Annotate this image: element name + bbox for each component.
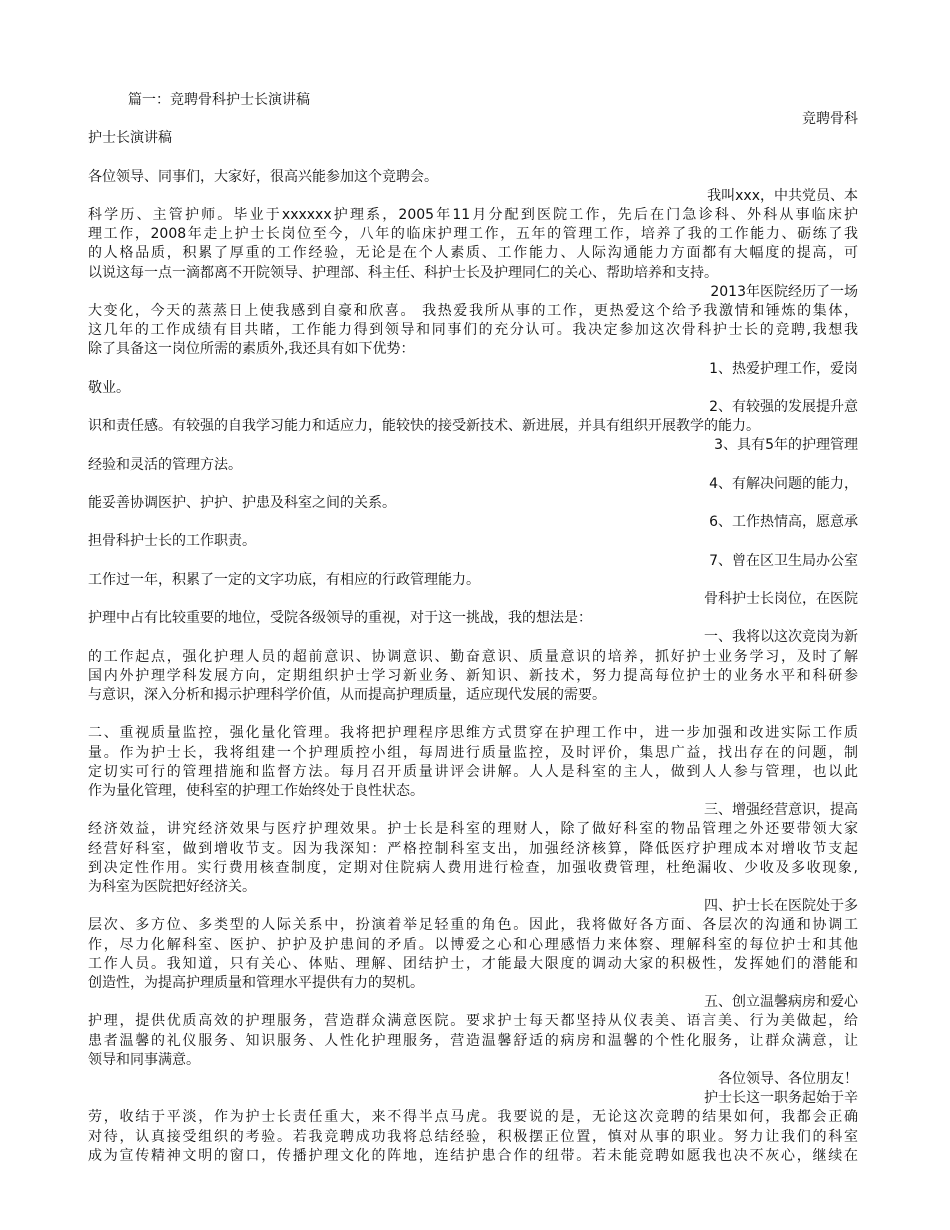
- document-title: 篇一：竞聘骨科护士长演讲稿: [128, 92, 310, 108]
- text-line: 五、创立温馨病房和爱心: [704, 994, 858, 1010]
- text-line: 各位领导、各位朋友！: [718, 1071, 858, 1087]
- text-line: 的人格品质，积累了厚重的工作经验，无论是在个人素质、工作能力、人际沟通能力方面都有大幅度的提高，可: [88, 245, 858, 261]
- text-line: 识和责任感。有较强的自我学习能力和适应力，能较快的接受新技术、新进展，并具有组织开展教学的能力。: [88, 418, 760, 434]
- text-line: 创造性，为提高护理质量和管理水平提供有力的契机。: [88, 975, 424, 991]
- text-line: 能妥善协调医护、护护、护患及科室之间的关系。: [88, 495, 396, 511]
- text-line: 对待，认真接受组织的考验。若我竞聘成功我将总结经验，积极摆正位置，慎对从事的职业。努力让我们的科室: [88, 1129, 858, 1145]
- text-line: 领导和同事满意。: [88, 1052, 200, 1068]
- text-line: 科学历、主管护师。毕业于xxxxxx护理系，2005年11月分配到医院工作，先后在门急诊科、外科从事临床护: [88, 207, 858, 223]
- text-line: 经验和灵活的管理方法。: [88, 457, 242, 473]
- text-line: 以说这每一点一滴都离不开院领导、护理部、科主任、科护士长及护理同仁的关心、帮助培养和支持。: [88, 265, 718, 281]
- text-line: 为科室为医院把好经济关。: [88, 879, 256, 895]
- text-line: 这几年的工作成绩有目共睹，工作能力得到领导和同事们的充分认可。我决定参加这次骨科护士长的竞聘,我想我: [88, 322, 858, 338]
- text-line: 作，尽力化解科室、医护、护护及护患间的矛盾。以博爱之心和心理感悟力来体察、理解科室的每位护士和其他: [88, 937, 858, 953]
- text-line: 四、护士长在医院处于多: [704, 898, 858, 914]
- text-line: 经济效益，讲究经济效果与医疗护理效果。护士长是科室的理财人，除了做好科室的物品管理之外还要带领大家: [88, 821, 858, 837]
- text-line: 3、具有5年的护理管理: [714, 437, 858, 453]
- text-line: 国内外护理学科发展方向，定期组织护士学习新业务、新知识、新技术，努力提高每位护士的业务水平和科研参: [88, 668, 858, 684]
- text-line: 一、我将以这次竞岗为新: [704, 629, 858, 645]
- text-line: 1、热爱护理工作，爱岗: [709, 361, 858, 377]
- text-line: 量。作为护士长，我将组建一个护理质控小组，每周进行质量监控，及时评价，集思广益，找出存在的问题，制: [88, 745, 858, 761]
- text-line: 定切实可行的管理措施和监督方法。每月召开质量讲评会讲解。人人是科室的主人，做到人人参与管理，也以此: [88, 764, 858, 780]
- text-line: 大变化，今天的蒸蒸日上使我感到自豪和欣喜。 我热爱我所从事的工作，更热爱这个给予我激情和锤炼的集体，: [88, 303, 858, 319]
- text-line: 敬业。: [88, 380, 130, 396]
- text-line: 到决定性作用。实行费用核查制度，定期对住院病人费用进行检查，加强收费管理，杜绝漏收、少收及多收现象,: [88, 860, 858, 876]
- text-line: 除了具备这一岗位所需的素质外,我还具有如下优势：: [88, 341, 415, 357]
- text-line: 7、曾在区卫生局办公室: [709, 553, 858, 569]
- text-line: 2013年医院经历了一场: [710, 284, 858, 300]
- text-line: 成为宣传精神文明的窗口，传播护理文化的阵地，连结护患合作的纽带。若未能竞聘如愿我也决不灰心，继续在: [88, 1148, 858, 1164]
- text-line: 理工作，2008年走上护士长岗位至今，八年的临床护理工作，五年的管理工作，培养了我的工作能力、砺练了我: [88, 226, 858, 242]
- text-line: 劳，收结于平淡，作为护士长责任重大，来不得半点马虎。我要说的是，无论这次竞聘的结果如何，我都会正确: [88, 1109, 858, 1125]
- text-line: 作为量化管理，使科室的护理工作始终处于良性状态。: [88, 783, 424, 799]
- text-line: 工作过一年，积累了一定的文字功底，有相应的行政管理能力。: [88, 572, 480, 588]
- text-line: 6、工作热情高，愿意承: [709, 514, 858, 530]
- text-line: 与意识，深入分析和揭示护理科学价值，从而提高护理质量，适应现代发展的需要。: [88, 687, 606, 703]
- text-line: 层次、多方位、多类型的人际关系中，扮演着举足轻重的角色。因此，我将做好各方面、各层次的沟通和协调工: [88, 917, 858, 933]
- text-line: 护士长这一职务起始于辛: [704, 1090, 858, 1106]
- text-line: 护理，提供优质高效的护理服务，营造群众满意医院。要求护士每天都坚持从仪表美、语言美、行为美做起，给: [88, 1013, 858, 1029]
- text-line: 4、有解决问题的能力，: [709, 476, 858, 492]
- text-line: 2、有较强的发展提升意: [709, 399, 858, 415]
- text-line: 各位领导、同事们，大家好，很高兴能参加这个竞聘会。: [88, 169, 438, 185]
- text-line: 三、增强经营意识，提高: [704, 802, 858, 818]
- text-line: 经营好科室，做到增收节支。因为我深知：严格控制科室支出，加强经济核算，降低医疗护理成本对增收节支起: [88, 841, 858, 857]
- text-line: 患者温馨的礼仪服务、知识服务、人性化护理服务，营造温馨舒适的病房和温馨的个性化服务，让群众满意，让: [88, 1033, 858, 1049]
- text-line: 我叫xxx，中共党员、本: [707, 188, 858, 204]
- text-line: 担骨科护士长的工作职责。: [88, 533, 256, 549]
- text-line: 工作人员。我知道，只有关心、体贴、理解、团结护士，才能最大限度的调动大家的积极性，发挥她们的潜能和: [88, 956, 858, 972]
- text-line: 竞聘骨科: [802, 111, 858, 127]
- text-line: 二、重视质量监控，强化量化管理。我将把护理程序思维方式贯穿在护理工作中，进一步加强和改进实际工作质: [88, 725, 858, 741]
- text-line: 护理中占有比较重要的地位，受院各级领导的重视，对于这一挑战，我的想法是：: [88, 610, 592, 626]
- text-line: 护士长演讲稿: [88, 130, 172, 146]
- text-line: 的工作起点，强化护理人员的超前意识、协调意识、勤奋意识、质量意识的培养，抓好护士业务学习，及时了解: [88, 649, 858, 665]
- text-line: 骨科护士长岗位，在医院: [704, 591, 858, 607]
